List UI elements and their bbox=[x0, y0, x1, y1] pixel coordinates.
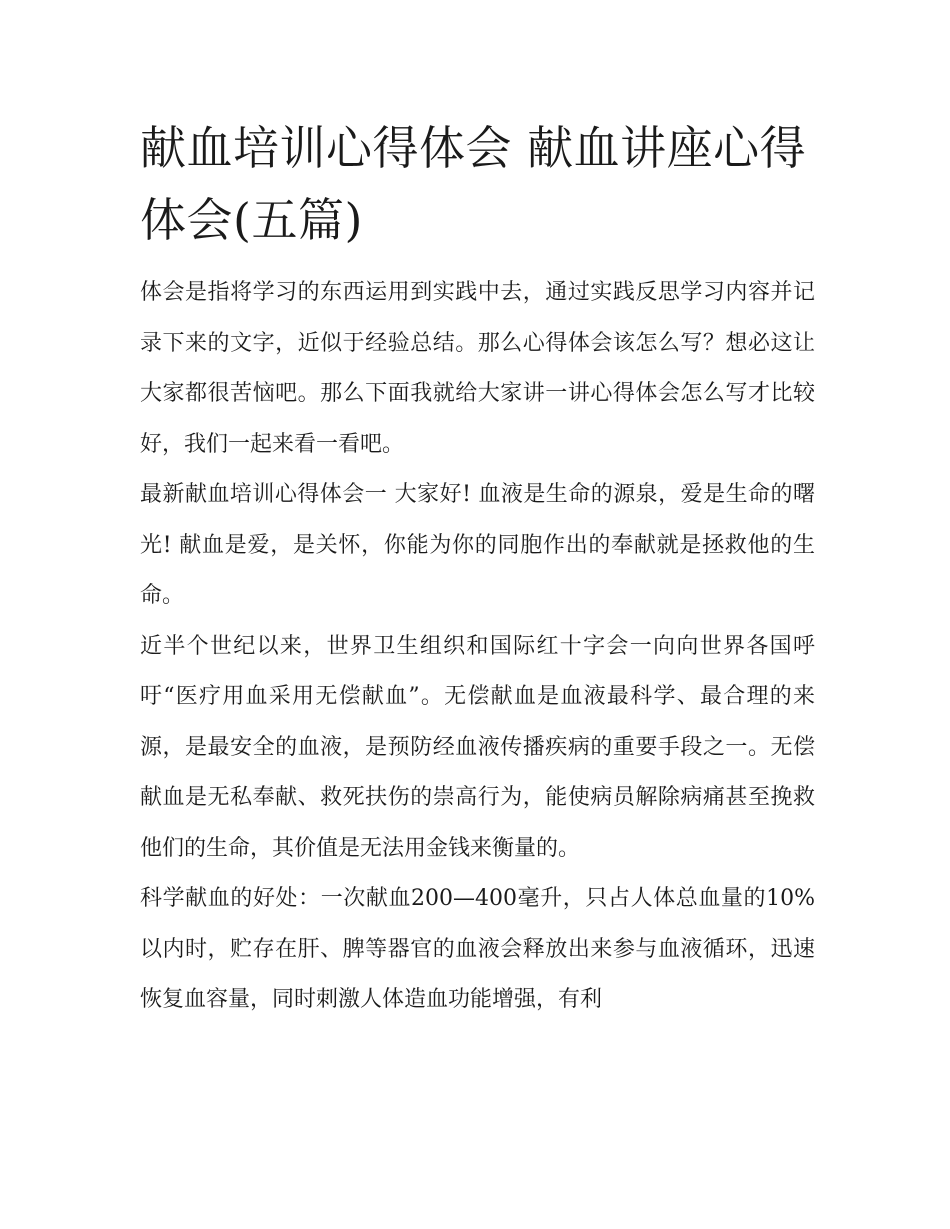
document-page bbox=[140, 112, 815, 1026]
paragraph-intro: 体会是指将学习的东西运用到实践中去，通过实践反思学习内容并记录下来的文字，近似于经验总结。那么心得体会该怎么写？想必这让大家都很苦恼吧。那么下面我就给大家讲一讲心得体会怎么写才比较好，我们一起来看一看吧。 bbox=[140, 280, 815, 457]
paragraph-benefits: 科学献血的好处：一次献血200—400毫升，只占人体总血量的10%以内时，贮存在肝、脾等器官的血液会释放出来参与血液循环，迅速恢复血容量，同时刺激人体造血功能增强，有利 bbox=[140, 886, 815, 1012]
paragraph-essay-one-opening: 最新献血培训心得体会一 大家好! 血液是生命的源泉，爱是生命的曙光! 献血是爱，是关怀，你能为你的同胞作出的奉献就是拯救他的生命。 bbox=[140, 482, 815, 608]
document-title: 献血培训心得体会 献血讲座心得体会(五篇) bbox=[140, 121, 807, 247]
paragraph-who-red-cross: 近半个世纪以来，世界卫生组织和国际红十字会一向向世界各国呼吁“医疗用血采用无偿献血”。无偿献血是血液最科学、最合理的来源，是最安全的血液，是预防经血液传播疾病的重要手段之一。无偿献血是无私奉献、救死扶伤的崇高行为，能使病员解除病痛甚至挽救他们的生命，其价值是无法用金钱来衡量的。 bbox=[140, 633, 815, 861]
